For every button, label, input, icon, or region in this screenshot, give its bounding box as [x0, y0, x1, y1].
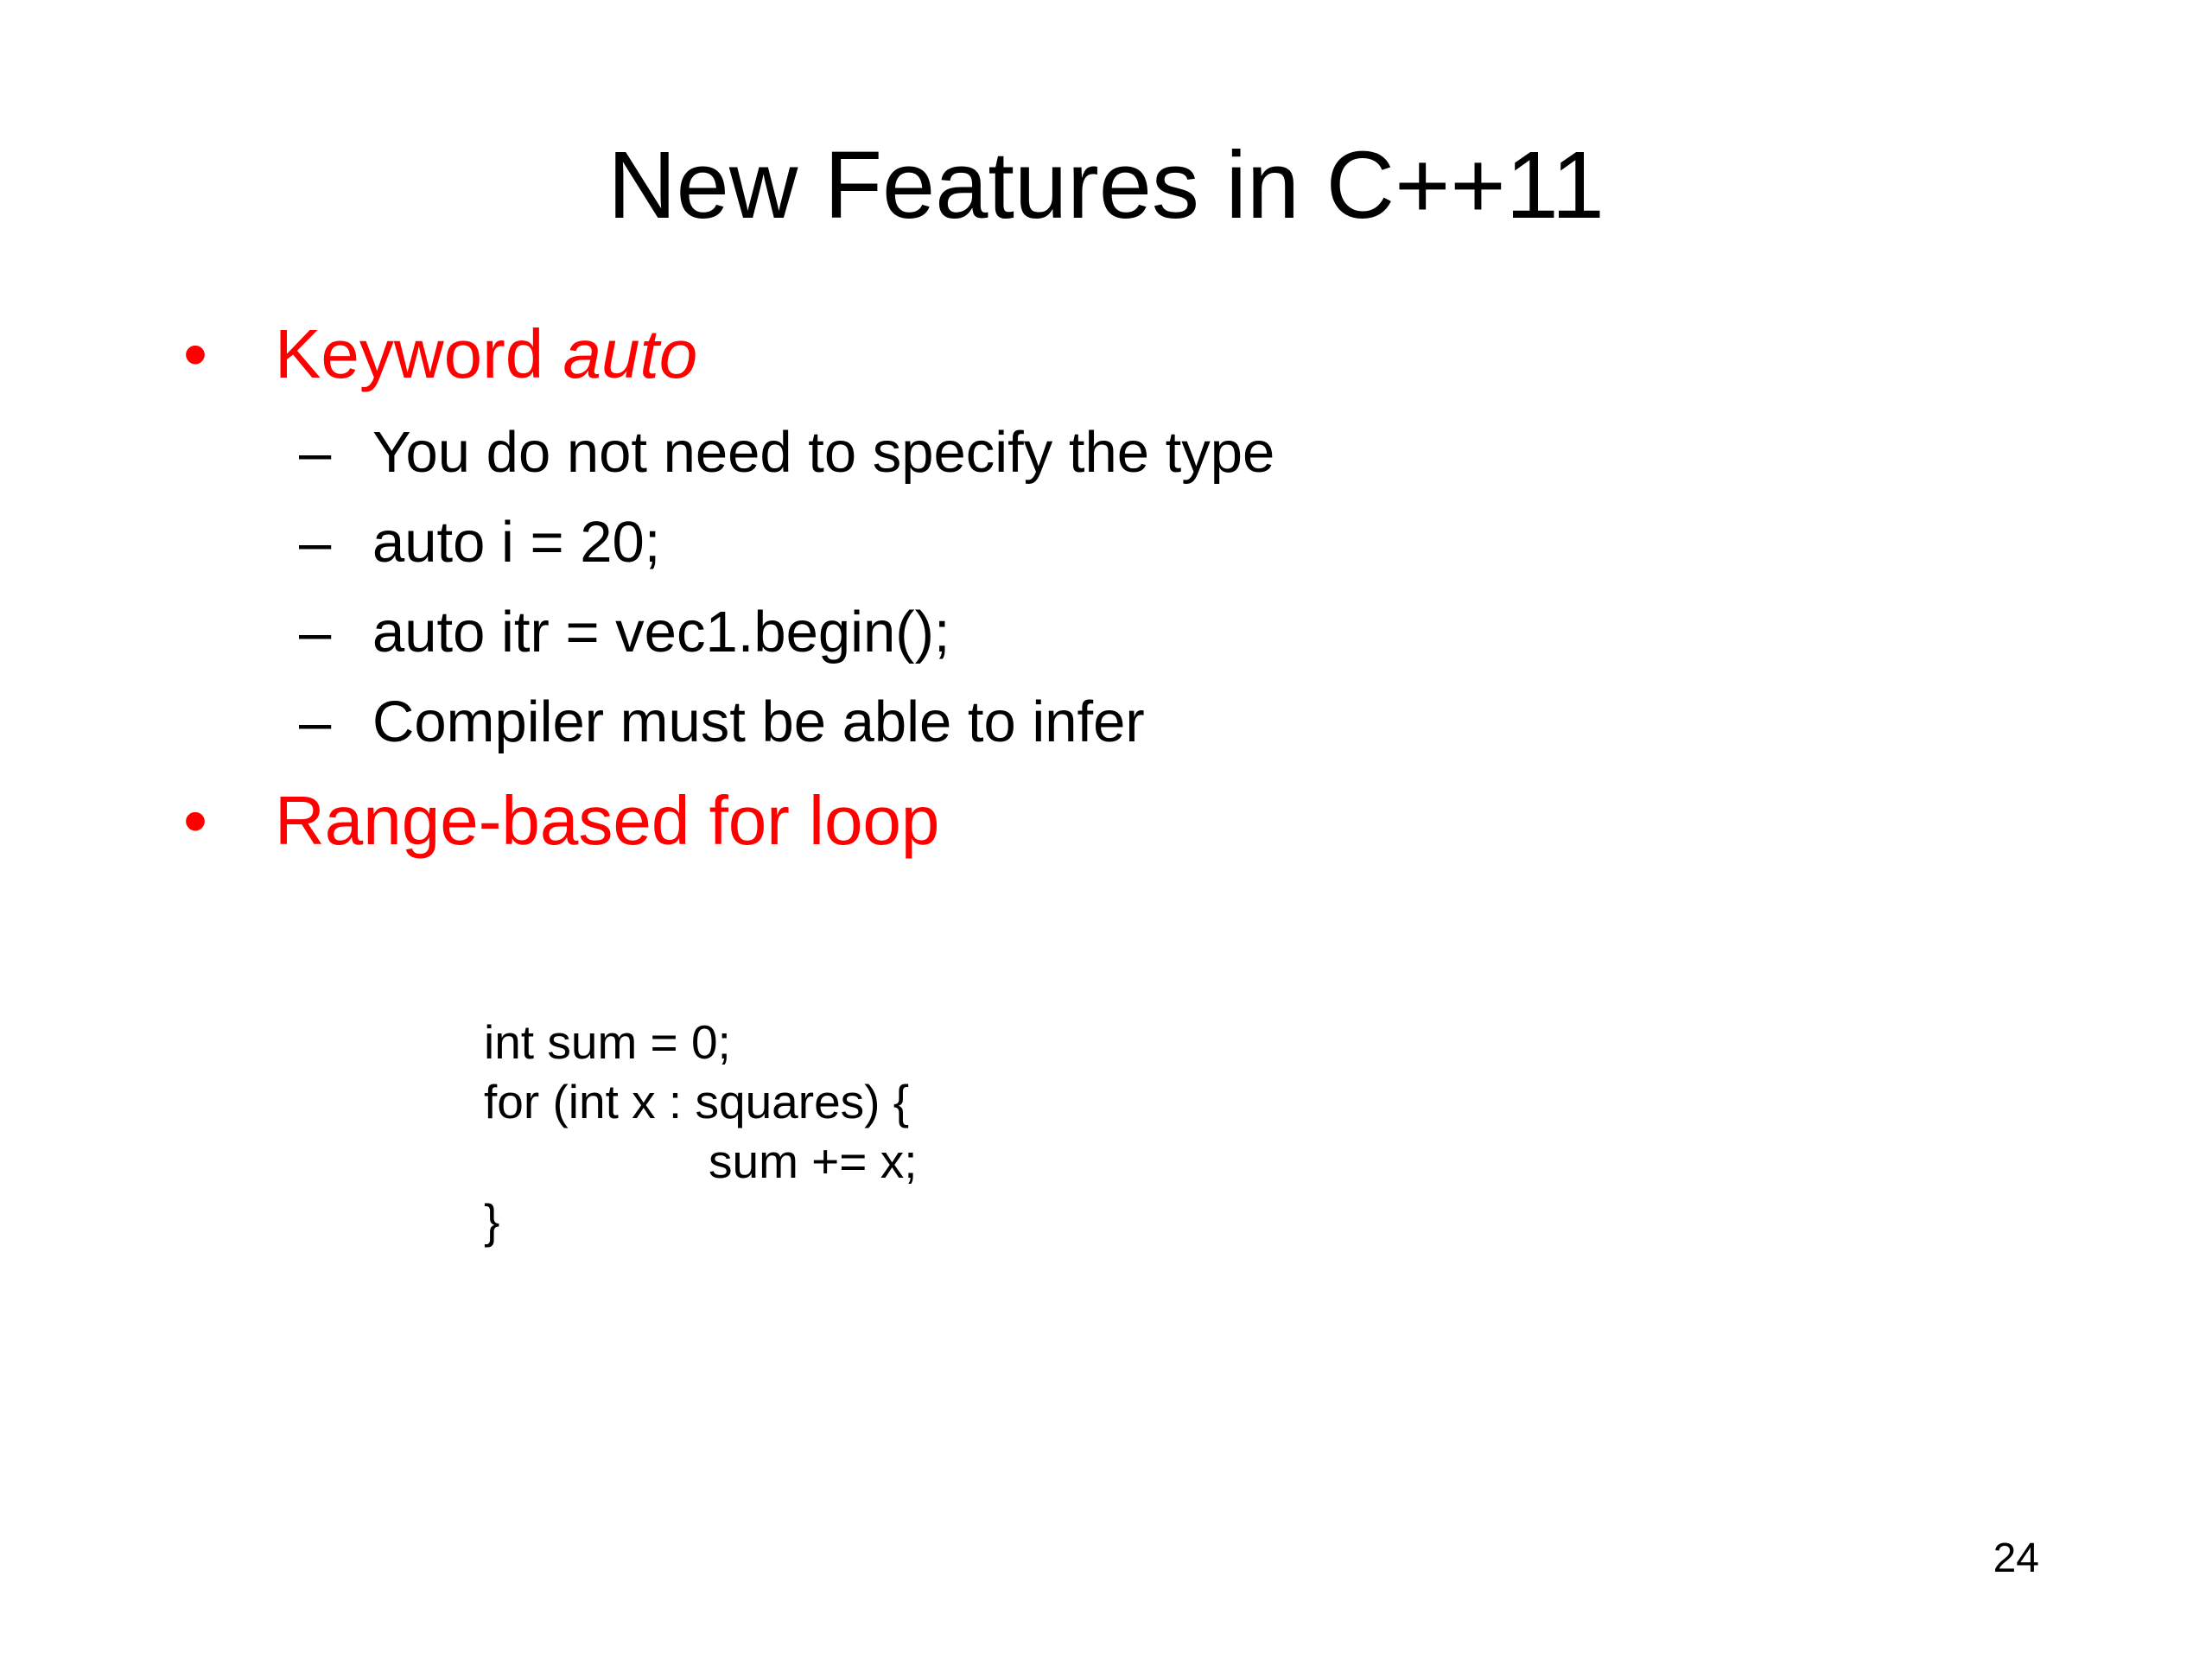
code-example: [484, 1013, 917, 1251]
bullet-label-text: Keyword: [275, 315, 563, 392]
subitem-text: auto i = 20;: [372, 510, 661, 575]
bullet-marker: •: [183, 782, 208, 859]
page-number: 24: [1993, 1535, 2039, 1581]
bullet-label-keyword: auto: [563, 315, 698, 392]
subitem-text: auto itr = vec1.begin();: [372, 600, 950, 664]
subitem-marker: –: [299, 510, 332, 575]
code-line: int sum = 0;: [484, 1015, 731, 1069]
subitem-text: Compiler must be able to infer: [372, 690, 1145, 754]
code-line: }: [484, 1194, 500, 1248]
code-line: for (int x : squares) {: [484, 1075, 910, 1128]
subitem-text: You do not need to specify the type: [372, 420, 1275, 485]
code-line: sum += x;: [709, 1135, 918, 1188]
subitem-marker: –: [299, 600, 332, 664]
bullet-label: Range-based for loop: [275, 782, 940, 859]
bullet-marker: •: [183, 315, 208, 392]
subitem-marker: –: [299, 420, 332, 485]
bullet-label: [275, 311, 697, 397]
subitem-marker: –: [299, 690, 332, 754]
slide-title: New Features in C++11: [607, 132, 1605, 238]
